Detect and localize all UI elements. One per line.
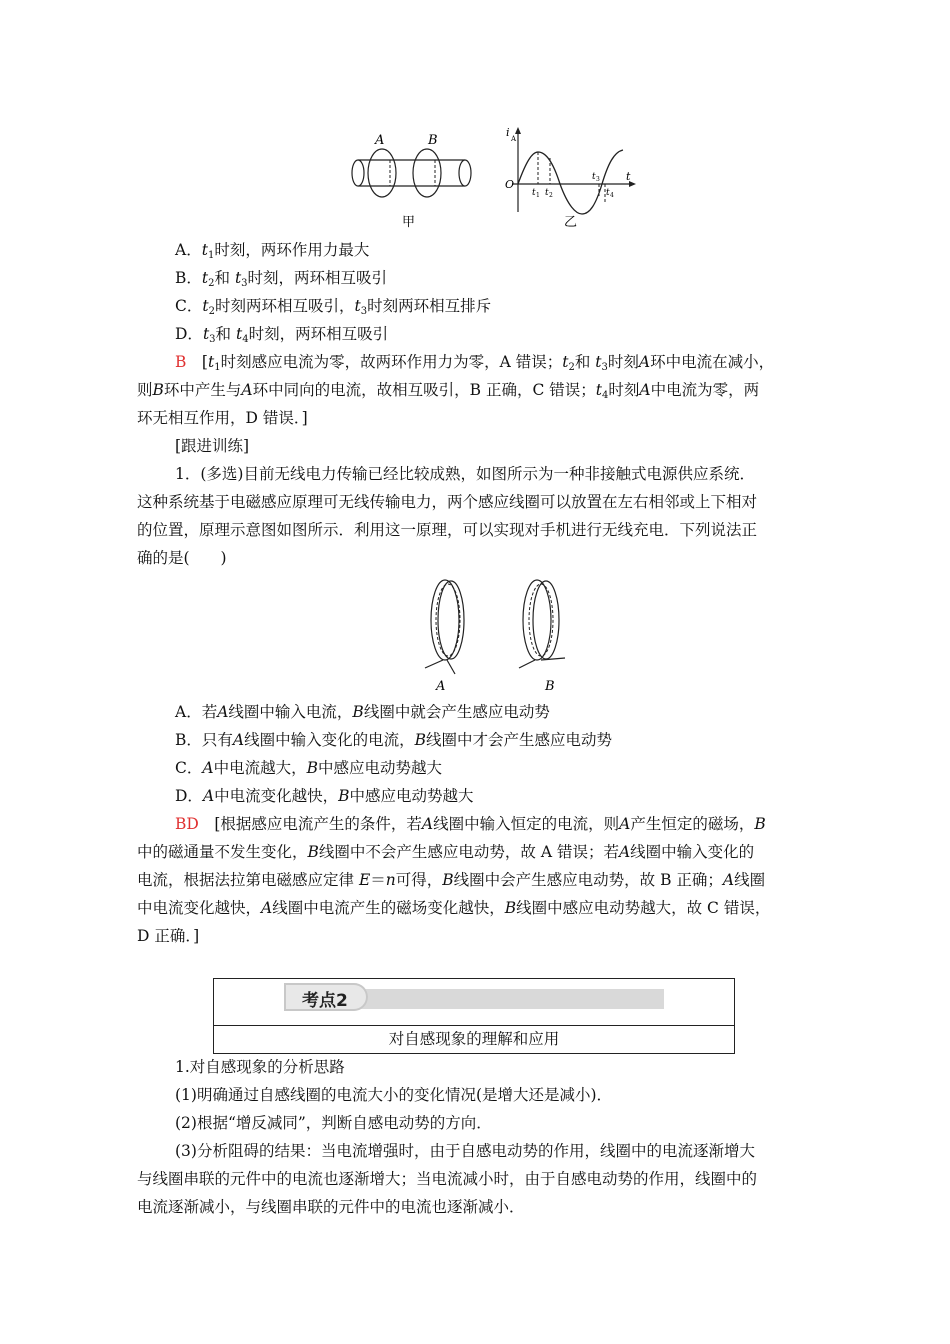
coil-a-label: A [436,679,446,694]
t4-label: t [606,188,610,198]
t2-label: t [545,188,549,198]
q2-option-a: A．若A线圈中输入电流，B线圈中就会产生感应电动势 [175,703,550,721]
t2-sub: 2 [549,192,553,199]
t3-sub: 3 [596,176,600,183]
q2-option-b: B．只有A线圈中输入变化的电流，B线圈中才会产生感应电动势 [175,731,613,749]
q1-explanation-line1: B [$t_1$时刻感应电流为零，故两环作用力为零，A 错误；$t_2$和 $t_3$时刻A环中电流在减小， [175,353,775,373]
caption-jia: 甲 [402,215,416,230]
q2-explanation-line4: 中电流变化越快，A线圈中电流产生的磁场变化越快，B线圈中感应电动势越大，故 C 错误， [137,899,771,917]
q2-explanation-line2: 中的磁通量不发生变化，B线圈中不会产生感应电动势，故 A 错误；若A线圈中输入变化的 [137,843,755,861]
caption-yi: 乙 [564,215,578,230]
label-ring-b: B [428,133,438,148]
q2-explanation-line5: D 正确．] [137,927,200,945]
body-heading: 1.对自感现象的分析思路 [175,1058,345,1076]
t1-label: t [532,188,536,198]
body-point-3-line3: 电流逐渐减小，与线圈串联的元件中的电流也逐渐减小． [137,1198,525,1216]
axis-y-label: i [506,126,510,139]
kaodian-box [213,978,735,1054]
q2-option-c: C．A中电流越大，B中感应电动势越大 [175,759,442,777]
current-sine-curve [518,150,623,214]
q2-explanation-line3: 电流，根据法拉第电磁感应定律 E＝n可得，B线圈中会产生感应电动势，故 B 正确；A线圈 [137,871,766,889]
body-point-2: (2)根据“增反减同”，判断自感电动势的方向． [175,1114,492,1132]
q1-option-c: C．$t_2$时刻两环相互吸引，$t_3$时刻两环相互排斥 [175,297,492,317]
q1-option-a: A．$t_1$时刻，两环作用力最大 [175,241,370,261]
coil-a-outer [431,580,459,660]
q2-answer: BD [175,815,199,833]
section-label-follow-up: [跟进训练] [175,437,250,455]
figure-two-coils [415,574,585,696]
body-point-1: (1)明确通过自感线圈的电流大小的变化情况(是增大还是减小)． [175,1086,613,1104]
q1-explanation-line2: 则B环中产生与A环中同向的电流，故相互吸引，B 正确，C 错误；$t_4$时刻A中电流为零，两 [137,381,760,401]
q2-explanation-line1: BD [根据感应电流产生的条件，若A线圈中输入恒定的电流，则A产生恒定的磁场，B [175,815,766,833]
body-point-3-line2: 与线圈串联的元件中的电流也逐渐增大；当电流减小时，由于自感电动势的作用，线圈中的 [137,1170,758,1188]
q1-option-d: D．$t_3$和 $t_4$时刻，两环相互吸引 [175,325,389,345]
figure-rings-and-current-graph [340,122,640,232]
ring-b [413,149,441,197]
q2-option-d: D．A中电流变化越快，B中感应电动势越大 [175,787,474,805]
kaodian-divider [214,1025,734,1026]
q1-answer: B [175,353,187,371]
t4-sub: 4 [610,192,614,199]
ring-a [368,149,396,197]
axis-y-sub: A [511,135,517,143]
q2-stem-line2: 这种系统基于电磁感应原理可无线传输电力，两个感应线圈可以放置在左右相邻或上下相对 [137,493,758,511]
axis-x-label: t [626,170,631,183]
q1-option-b: B．$t_2$和 $t_3$时刻，两环相互吸引 [175,269,388,289]
q1-explanation-line3: 环无相互作用，D 错误．] [137,409,308,427]
kaodian-badge-label: 考点2 [302,991,348,1011]
origin-label: O [505,178,515,191]
q2-stem-line1: 1．(多选)目前无线电力传输已经比较成熟，如图所示为一种非接触式电源供应系统． [175,465,755,483]
kaodian-title: 对自感现象的理解和应用 [388,1030,560,1048]
body-point-3-line1: (3)分析阻碍的结果：当电流增强时，由于自感电动势的作用，线圈中的电流逐渐增大 [175,1142,755,1160]
t3-label: t [592,172,596,182]
coil-b-label: B [545,679,555,694]
label-ring-a: A [375,133,385,148]
q2-stem-line3: 的位置，原理示意图如图所示．利用这一原理，可以实现对手机进行无线充电．下列说法正 [137,521,758,539]
q2-stem-line4: 确的是( ) [137,549,227,567]
t1-sub: 1 [536,192,540,199]
